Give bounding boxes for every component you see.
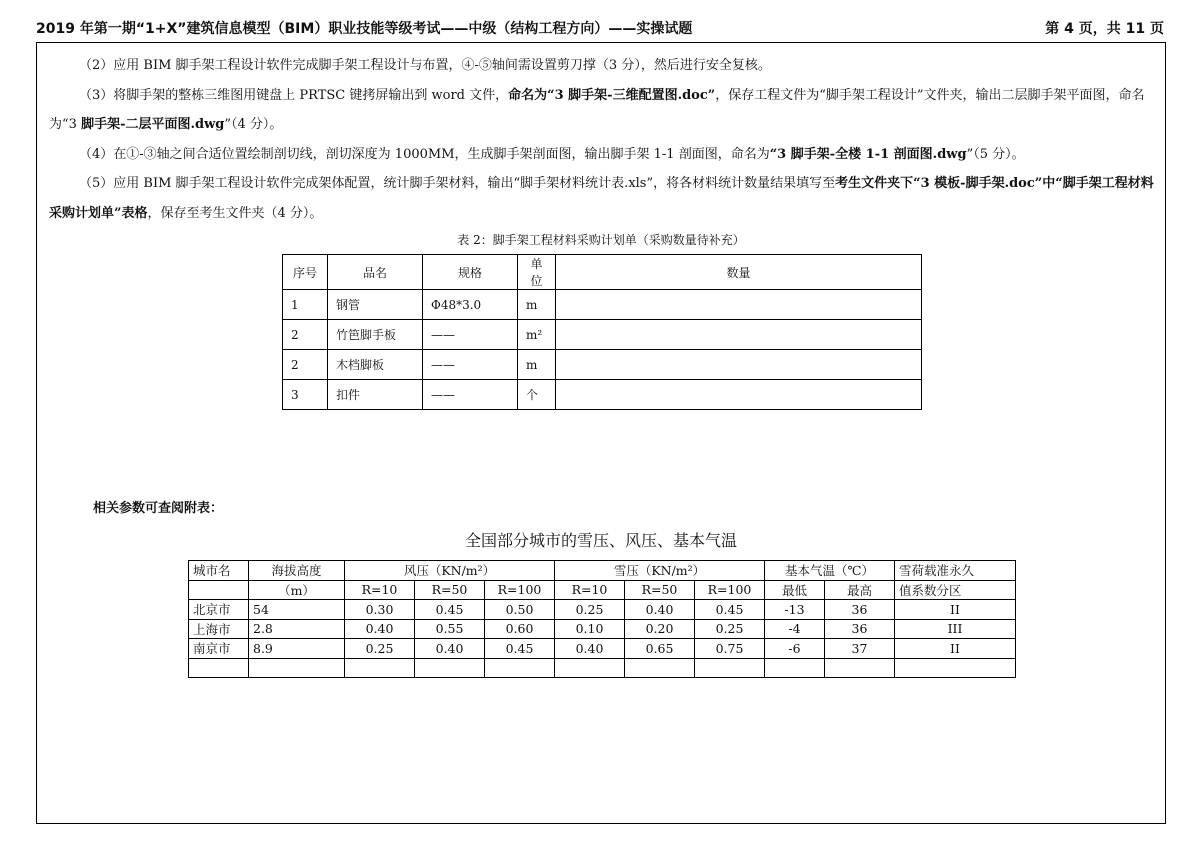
table-cell: 2 — [283, 350, 328, 380]
content-frame — [36, 42, 1166, 824]
table-cell: 北京市 — [189, 600, 249, 620]
table-cell: 36 — [825, 619, 895, 639]
task-3-text-c: ”（4 分）。 — [224, 117, 283, 132]
table-cell: 竹笆脚手板 — [328, 320, 423, 350]
task-4-text-b: ”（5 分）。 — [966, 146, 1025, 162]
table-cell: -6 — [765, 639, 825, 659]
table-subheader-row — [189, 580, 1016, 600]
task-item-5 — [49, 169, 1155, 228]
col-header: 值系数分区 — [895, 580, 1016, 600]
table-cell: 钢管 — [328, 290, 423, 320]
task-3-filename-a: 命名为“3 脚手架-三维配置图.doc” — [508, 87, 716, 103]
exam-title: 2019 年第一期“1+X”建筑信息模型（BIM）职业技能等级考试——中级（结构工程方向）——实操试题 — [36, 21, 693, 37]
table-caption: 表 2：脚手架工程材料采购计划单（采购数量待补充） — [457, 233, 745, 247]
table-cell — [825, 658, 895, 678]
col-subheader: R=10 — [555, 580, 625, 600]
table-cell: 0.45 — [695, 600, 765, 620]
col-header: 海拔高度 — [249, 561, 345, 581]
table-cell: 0.40 — [345, 619, 415, 639]
table-cell — [695, 658, 765, 678]
col-subheader: 最低 — [765, 580, 825, 600]
table-row-empty — [189, 658, 1016, 678]
table-cell: 0.20 — [625, 619, 695, 639]
task-3-text-a: （3）将脚手架的整栋三维图用键盘上 PRTSC 键拷屏输出到 word 文件， — [79, 87, 509, 103]
table-cell: 0.45 — [415, 600, 485, 620]
task-item-2: （2）应用 BIM 脚手架工程设计软件完成脚手架工程设计与布置，④-⑤轴间需设置剪刀撑（3 分），然后进行安全复核。 — [79, 58, 771, 73]
table-cell: 0.55 — [415, 619, 485, 639]
table-cell: 上海市 — [189, 619, 249, 639]
task-text — [49, 51, 1155, 228]
table-cell — [345, 658, 415, 678]
table-cell: 0.75 — [695, 639, 765, 659]
page-number: 第 4 页，共 11 页 — [1045, 21, 1164, 37]
col-subheader: R=100 — [695, 580, 765, 600]
table-row — [189, 600, 1016, 620]
table-row — [189, 619, 1016, 639]
col-subheader: R=10 — [345, 580, 415, 600]
table-cell — [189, 580, 249, 600]
table-cell: 扣件 — [328, 380, 423, 410]
table-cell: 南京市 — [189, 639, 249, 659]
table-cell: m — [518, 290, 556, 320]
table-cell: 0.50 — [485, 600, 555, 620]
table-cell: —— — [423, 320, 518, 350]
table-cell: -4 — [765, 619, 825, 639]
col-header: 序号 — [283, 255, 328, 290]
table-cell: 2 — [283, 320, 328, 350]
table-cell: —— — [423, 380, 518, 410]
table-cell: 0.40 — [415, 639, 485, 659]
table-cell — [625, 658, 695, 678]
table-cell — [485, 658, 555, 678]
table-row — [283, 290, 922, 320]
table-row — [189, 639, 1016, 659]
table-cell — [249, 658, 345, 678]
col-header: 数量 — [556, 255, 922, 290]
col-subheader: R=100 — [485, 580, 555, 600]
page-header — [36, 18, 1164, 40]
quantity-cell — [556, 380, 922, 410]
table-cell: 54 — [249, 600, 345, 620]
task-3-text-b: ，保存工程文件为“脚手架工程设计”文件夹，输出二层脚手架平面图，命名为“3 — [49, 87, 1145, 132]
table-cell — [555, 658, 625, 678]
col-header: 风压（KN/m²） — [345, 561, 555, 581]
city-climate-table — [188, 560, 1016, 678]
col-header: 雪荷载准永久 — [895, 561, 1016, 581]
table-cell: —— — [423, 350, 518, 380]
table-cell — [415, 658, 485, 678]
table-cell: 木档脚板 — [328, 350, 423, 380]
table-cell: 0.25 — [345, 639, 415, 659]
table-cell — [895, 658, 1016, 678]
table-cell — [189, 658, 249, 678]
col-header: 品名 — [328, 255, 423, 290]
table-cell: 36 — [825, 600, 895, 620]
task-3-filename-b: 脚手架-二层平面图.dwg — [81, 117, 225, 132]
table-cell: 0.45 — [485, 639, 555, 659]
task-5-target: 考生文件夹下“3 模板-脚手架.doc”中“脚手架工程材料采购计划单”表格 — [49, 176, 1154, 221]
col-subheader: R=50 — [625, 580, 695, 600]
quantity-cell — [556, 320, 922, 350]
table-cell: 1 — [283, 290, 328, 320]
col-header: 城市名 — [189, 561, 249, 581]
table-cell: 0.40 — [555, 639, 625, 659]
table-cell: -13 — [765, 600, 825, 620]
task-4-filename: “3 脚手架-全楼 1-1 剖面图.dwg — [769, 146, 967, 162]
table-cell: 0.25 — [695, 619, 765, 639]
table-cell: 37 — [825, 639, 895, 659]
table-cell: 0.65 — [625, 639, 695, 659]
table-header-row — [283, 255, 922, 290]
col-subheader: 最高 — [825, 580, 895, 600]
task-item-3 — [49, 81, 1155, 140]
table-cell: 3 — [283, 380, 328, 410]
quantity-cell — [556, 290, 922, 320]
table-cell: III — [895, 619, 1016, 639]
table-cell: 8.9 — [249, 639, 345, 659]
table-row — [283, 320, 922, 350]
table-cell: II — [895, 639, 1016, 659]
table-cell: 0.60 — [485, 619, 555, 639]
table-cell: 2.8 — [249, 619, 345, 639]
table-cell: Φ48*3.0 — [423, 290, 518, 320]
task-item-4 — [49, 140, 1155, 170]
task-5-text-b: ，保存至考生文件夹（4 分）。 — [147, 205, 323, 221]
city-table-title: 全国部分城市的雪压、风压、基本气温 — [464, 531, 737, 550]
col-header: 雪压（KN/m²） — [555, 561, 765, 581]
quantity-cell — [556, 350, 922, 380]
table-cell: II — [895, 600, 1016, 620]
table-cell: m — [518, 350, 556, 380]
params-title: 相关参数可查阅附表： — [93, 501, 224, 516]
col-header: （m） — [249, 580, 345, 600]
table-header-row — [189, 561, 1016, 581]
table-cell: m² — [518, 320, 556, 350]
table-cell: 0.30 — [345, 600, 415, 620]
table-row — [283, 350, 922, 380]
table-row — [283, 380, 922, 410]
col-header: 单位 — [518, 255, 556, 290]
task-4-text-a: （4）在①-③轴之间合适位置绘制剖切线，剖切深度为 1000MM，生成脚手架剖面图，输出脚手架 1-1 剖面图，命名为 — [79, 146, 770, 162]
purchase-plan-table — [282, 254, 922, 410]
table-cell: 0.25 — [555, 600, 625, 620]
table-cell: 个 — [518, 380, 556, 410]
col-header: 规格 — [423, 255, 518, 290]
table-cell — [765, 658, 825, 678]
table-cell: 0.10 — [555, 619, 625, 639]
task-5-text-a: （5）应用 BIM 脚手架工程设计软件完成架体配置，统计脚手架材料，输出“脚手架材料统计表.xls”，将各材料统计数量结果填写至 — [79, 176, 836, 191]
col-subheader: R=50 — [415, 580, 485, 600]
table-cell: 0.40 — [625, 600, 695, 620]
col-header: 基本气温（℃） — [765, 561, 895, 581]
